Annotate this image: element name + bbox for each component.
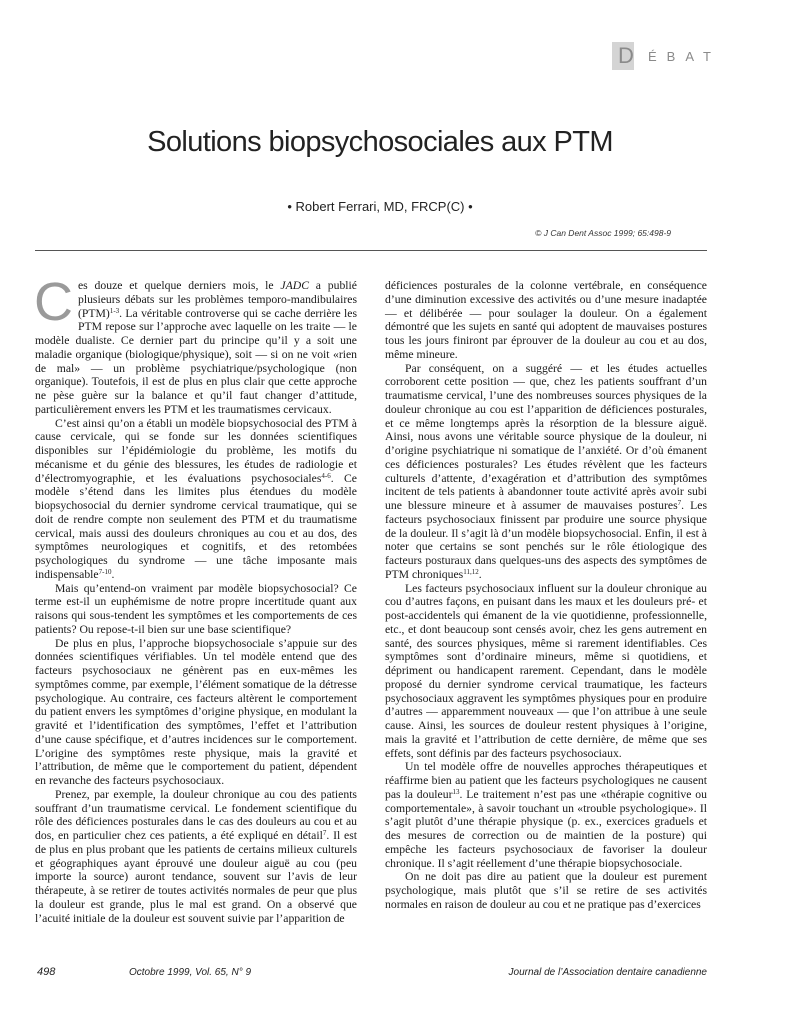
section-rest: ÉBAT <box>648 48 721 64</box>
reference-marker: 7-10 <box>98 567 112 576</box>
right-paragraph-2 <box>385 362 707 582</box>
left-p1-c: . La véritable controverse qui se cache derrière les PTM repose sur l’approche avec laquelle on les traite — le modèle dualiste. Ce dernier part du principe qu’il y a soit une maladie organique (biologique/physique), soit — si on ne voit «rien de mal» — un problème psychiatrique/psychologique (non organique). Toutefois, il est de plus en plus clair que cette approche ne pèse guère sur la balance et qu’il faut changer d’attitude, particulièrement envers les PTM et les traumatismes cervicaux. <box>35 306 357 416</box>
right-column <box>385 279 707 912</box>
issue-info: Octobre 1999, Vol. 65, N° 9 <box>129 967 252 978</box>
left-column <box>34 272 357 925</box>
right-p4-b: . Le traitement n’est pas une «thérapie cognitive ou comportementale», à savoir touchant un «trouble psychologique». Il s’agit plutôt d’une thérapie physique (p. ex., exercices graduels et des mesures de correction ou de maintien de la posture) qui empêche les facteurs psychosociaux de favoriser la douleur chronique. Il s’agit réellement d’une thérapie biopsychosociale. <box>385 787 707 870</box>
left-p1-b: a publié plusieurs débats sur les problèmes temporo-mandibulaires (PTM) <box>78 279 357 320</box>
left-p2-c: . <box>111 567 115 581</box>
drop-cap: C <box>34 272 73 332</box>
article-citation: © J Can Dent Assoc 1999; 65:498-9 <box>535 228 671 238</box>
left-paragraph-3: Mais qu’entend-on vraiment par modèle biopsychosocial? Ce terme est-il un euphémisme de notre propre incertitude quant aux raisons qui sous-tendent les symptômes et les comportements de ces patients? Ou repose-t-il bien sur une base scientifique? <box>35 581 357 636</box>
reference-marker: 13 <box>452 787 460 796</box>
left-p2-a: C’est ainsi qu’on a établi un modèle biopsychosocial des PTM à cause cervicale, qui se fonde sur les données scientifiques disponibles sur l’épidémiologie du problème, les motifs du mécanisme et du génie des blessures, les études de radiologie et d’électromyographie, et les évaluations psychosociales <box>35 416 357 485</box>
reference-marker: 7 <box>322 829 327 837</box>
section-initial: D <box>618 43 634 68</box>
reference-marker: 11,12 <box>463 567 479 576</box>
right-p2-c: . <box>478 567 482 581</box>
header-rule <box>35 250 707 251</box>
left-paragraph-4: De plus en plus, l’approche biopsychosociale s’appuie sur des données scientifiques vérifiables. Un tel modèle entend que des facteurs psychosociaux ne génèrent pas en eux-mêmes les symptômes comme, par exemple, l’élément somatique de la détresse psychologique. Au contraire, ces facteurs altèrent le comportement du patient envers les symptômes d’origine physique, en modulant la gravité et l’identification des symptômes, l’effet et l’attribution d’une cause spécifique, et d’autres incidences sur le comportement. L’origine des symptômes reste physique, mais la gravité et l’attribution, de même que le comportement du patient, dépendent en revanche des facteurs psychosociaux. <box>35 636 357 787</box>
reference-marker: 4-6 <box>321 471 331 480</box>
right-p4-a: Un tel modèle offre de nouvelles approches thérapeutiques et réaffirme bien au patient que les facteurs psychologiques ne causent pas la douleur <box>385 760 707 801</box>
page-footer <box>35 967 707 981</box>
left-paragraph-5 <box>35 788 357 926</box>
journal-name-italic: JADC <box>280 279 309 292</box>
right-paragraph-5: On ne doit pas dire au patient que la douleur est purement psychologique, mais plutôt que s’il se retire de ses activités normales en raison de douleur au cou et ne pratique pas d’exercices <box>385 870 707 911</box>
left-p2-b: . Ce modèle s’étend dans les limites plus étendues du modèle biopsychosocial du dernier syndrome cervical traumatique, qui se doit de rendre compte non seulement des PTM et du traumatisme cervical, mais aussi des douleurs chroniques au cou et au dos, des symptômes neurologiques et cognitifs, et des retombées psychologiques du syndrome — une tâche imposante mais indispensable <box>35 471 357 581</box>
article-title: Solutions biopsychosociales aux PTM <box>147 126 613 158</box>
section-label-box <box>612 42 634 70</box>
left-paragraph-2 <box>35 417 357 582</box>
journal-name: Journal de l’Association dentaire canadienne <box>508 967 707 978</box>
right-p2-b: . Les facteurs psychosociaux finissent par produire une source physique de la douleur. Il s’agit là d’un modèle biopsychosocial. Enfin, il est à noter que certains se sont penchés sur le rôle étiologique des facteurs posturaux dans quelques-uns des aspects des symptômes de PTM chroniques <box>385 499 708 581</box>
reference-marker: 7 <box>677 499 682 507</box>
left-p1-a: es douze et quelque derniers mois, le <box>78 279 281 292</box>
page-number: 498 <box>37 966 56 978</box>
left-p5-b: . Il est de plus en plus probant que les patients de certains milieux culturels et géographiques ayant éprouvé une douleur aiguë au cou (peu importe la source) auront tendance, souvent sur l’avis de leur thérapeute, à se retirer de toutes activités normales de peur que plus la douleur est grande, plus le mal est grand. On a observé que l’acuité initiale de la douleur est souvent suivie par l’apparition de <box>35 829 357 925</box>
left-p5-a: Prenez, par exemple, la douleur chronique au cou des patients souffrant d’un traumatisme cervical. Le fondement scientifique du rôle des déficiences posturales dans le cas des douleurs au cou et au dos, en particulier chez ces patients, a été expliqué en détail <box>35 787 357 842</box>
section-label <box>612 42 721 70</box>
left-paragraph-1 <box>34 272 357 417</box>
reference-marker: 1-3 <box>109 306 120 315</box>
right-p2-a: Par conséquent, on a suggéré — et les études actuelles corroborent cette position — que, chez les patients souffrant d’un traumatisme cervical, l’une des nombreuses sources physiques de la douleur chronique au cou est l’apparition de déficiences posturales, et ce même longtemps après la résorption de la blessure aiguë. Ainsi, nous avons une véritable source physique de la douleur, ni d’origine psychiatrique ni somatique de l’anxiété. Or d’où émanent ces déficiences posturales? Les études révèlent que les facteurs culturels d’attente, d’exagération et d’attribution des symptômes incitent de tels patients à abandonner toute activité après avoir subi une blessure mineure et à assumer de mauvaises postures <box>385 361 707 512</box>
right-paragraph-4 <box>385 760 707 870</box>
right-paragraph-3: Les facteurs psychosociaux influent sur la douleur chronique au cou d’autres façons, en puisant dans les maux et les douleurs pré- et post-accidentels qui émanent de la vie quotidienne, professionnelle, etc., et dont beaucoup sont censés avoir, chez les gens autrement en santé, des sources physiques, même si rarement identifiables. Ces symptômes sont d’ordinaire mineurs, même si quotidiens, et dépriment ou handicapent rarement. Cependant, dans le modèle proposé du dernier syndrome cervical traumatique, les facteurs psychosociaux aggravent les symptômes physiques pour en produire d’autres — apparemment nouveaux — que l’on attribue à une seule cause. Ainsi, les sources de douleur restent physiques à l’origine, mais la gravité et l’attribution de cette dernière, de même que ses effets, sont définis par des facteurs psychosociaux. <box>385 581 707 760</box>
right-paragraph-1: déficiences posturales de la colonne vertébrale, en conséquence d’une diminution excessive des activités ou d’une mesure inadaptée — et délibérée — pour soulager la douleur. On a également démontré que les sujets en santé qui adoptent de mauvaises postures tous les jours finiront par éprouver de la douleur au cou et au dos, même mineure. <box>385 279 707 361</box>
article-author: • Robert Ferrari, MD, FRCP(C) • <box>287 199 473 214</box>
